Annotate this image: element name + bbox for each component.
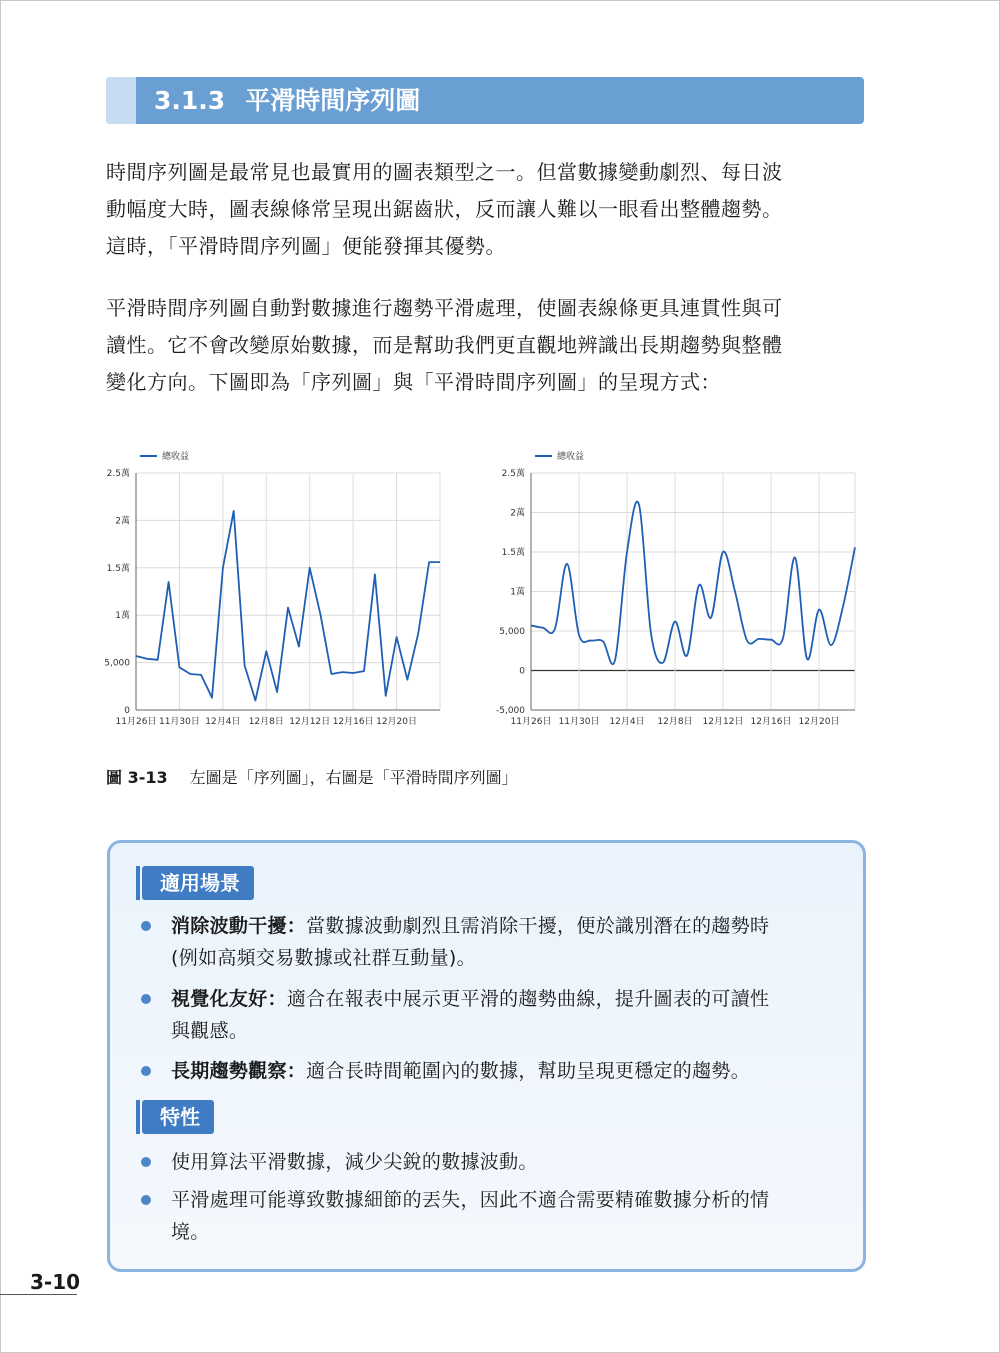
chart-legend [535, 450, 584, 462]
x-tick-label: 12月8日 [248, 717, 284, 727]
x-tick-label: 12月8日 [657, 717, 693, 727]
x-tick-label: 11月30日 [558, 717, 600, 727]
x-tick-label: 12月20日 [376, 717, 418, 727]
scenario-title: 長期趨勢觀察： [171, 1060, 307, 1082]
x-tick-label: 11月30日 [158, 717, 200, 727]
y-tick-label: -5,000 [495, 706, 525, 716]
section-title-text: 平滑時間序列圖 [245, 86, 421, 115]
legend-label: 總收益 [557, 452, 585, 462]
scenario-text: 當數據波動劇烈且需消除干擾，便於識別潛在的趨勢時 [306, 915, 770, 937]
scenario-text: 適合在報表中展示更平滑的趨勢曲線，提升圖表的可讀性 [286, 988, 770, 1010]
y-tick-label: 2萬 [115, 516, 130, 527]
x-tick-label: 12月16日 [750, 717, 792, 727]
figure-caption [106, 765, 518, 788]
feature-item [171, 1146, 538, 1178]
feature-text: 境。 [171, 1221, 210, 1243]
section-title [154, 77, 420, 124]
bullet-dot [141, 921, 151, 931]
paragraph-line: 動幅度大時，圖表線條常呈現出鋸齒狀，反而讓人難以一眼看出整體趨勢。 [106, 197, 783, 221]
y-tick-label: 1萬 [115, 611, 130, 622]
paragraph-line: 讀性。它不會改變原始數據，而是幫助我們更直觀地辨識出長期趨勢與整體 [106, 333, 783, 357]
x-tick-label: 12月12日 [289, 717, 331, 727]
scenario-title: 消除波動干擾： [171, 915, 307, 937]
x-tick-label: 12月4日 [205, 717, 241, 727]
series-line [531, 502, 855, 665]
scenario-tag: 適用場景 [142, 866, 254, 900]
y-tick-label: 5,000 [499, 627, 525, 637]
feature-text: 平滑處理可能導致數據細節的丟失，因此不適合需要精確數據分析的情 [171, 1189, 770, 1211]
x-tick-label: 12月12日 [702, 717, 744, 727]
scenario-item [171, 1055, 750, 1087]
bullet-dot [141, 994, 151, 1004]
x-tick-label: 12月4日 [609, 717, 645, 727]
x-tick-label: 11月26日 [510, 717, 552, 727]
page-number: 3-10 [30, 1270, 81, 1294]
scenario-item [171, 910, 769, 974]
page-number-rule [0, 1294, 77, 1295]
feature-text: 使用算法平滑數據，減少尖銳的數據波動。 [171, 1151, 538, 1173]
y-tick-label: 2.5萬 [106, 469, 130, 479]
paragraph-line: 平滑時間序列圖自動對數據進行趨勢平滑處理，使圖表線條更具連貫性與可 [106, 296, 783, 320]
x-tick-label: 12月20日 [798, 717, 840, 727]
series-line [136, 511, 440, 701]
x-tick-label: 11月26日 [115, 717, 157, 727]
y-tick-label: 1.5萬 [501, 548, 525, 558]
y-tick-label: 1萬 [510, 587, 525, 598]
y-tick-label: 0 [124, 706, 130, 716]
paragraph-line: 變化方向。下圖即為「序列圖」與「平滑時間序列圖」的呈現方式： [106, 370, 721, 394]
scenario-text: (例如高頻交易數據或社群互動量)。 [171, 947, 476, 969]
y-tick-label: 2.5萬 [501, 469, 525, 479]
scenario-text: 與觀感。 [171, 1020, 249, 1042]
y-tick-label: 5,000 [104, 658, 130, 669]
paragraph-1 [106, 154, 866, 265]
section-header [106, 77, 864, 124]
paragraph-line: 時間序列圖是最常見也最實用的圖表類型之一。但當數據變動劇烈、每日波 [106, 160, 783, 184]
bullet-dot [141, 1066, 151, 1076]
bullet-dot [141, 1157, 151, 1167]
bullet-dot [141, 1195, 151, 1205]
scenario-item [171, 983, 769, 1047]
figure-label: 圖 3-13 [106, 768, 168, 787]
y-tick-label: 0 [519, 666, 525, 677]
figure-caption-text: 左圖是「序列圖」，右圖是「平滑時間序列圖」 [189, 768, 518, 787]
scenario-text: 適合長時間範圍內的數據，幫助呈現更穩定的趨勢。 [306, 1060, 751, 1082]
section-number: 3.1.3 [154, 86, 226, 115]
paragraph-2 [106, 290, 866, 401]
scenario-title: 視覺化友好： [171, 988, 287, 1010]
y-tick-label: 2萬 [510, 508, 525, 519]
line-chart-raw [100, 445, 450, 730]
paragraph-line: 這時，「平滑時間序列圖」便能發揮其優勢。 [106, 234, 506, 258]
chart-legend [140, 450, 189, 462]
legend-label: 總收益 [162, 452, 190, 462]
line-chart-smoothed [495, 445, 865, 730]
feature-tag: 特性 [142, 1100, 214, 1134]
x-tick-label: 12月16日 [332, 717, 374, 727]
section-header-tab [106, 77, 136, 124]
y-tick-label: 1.5萬 [106, 563, 130, 574]
feature-item [171, 1184, 769, 1248]
